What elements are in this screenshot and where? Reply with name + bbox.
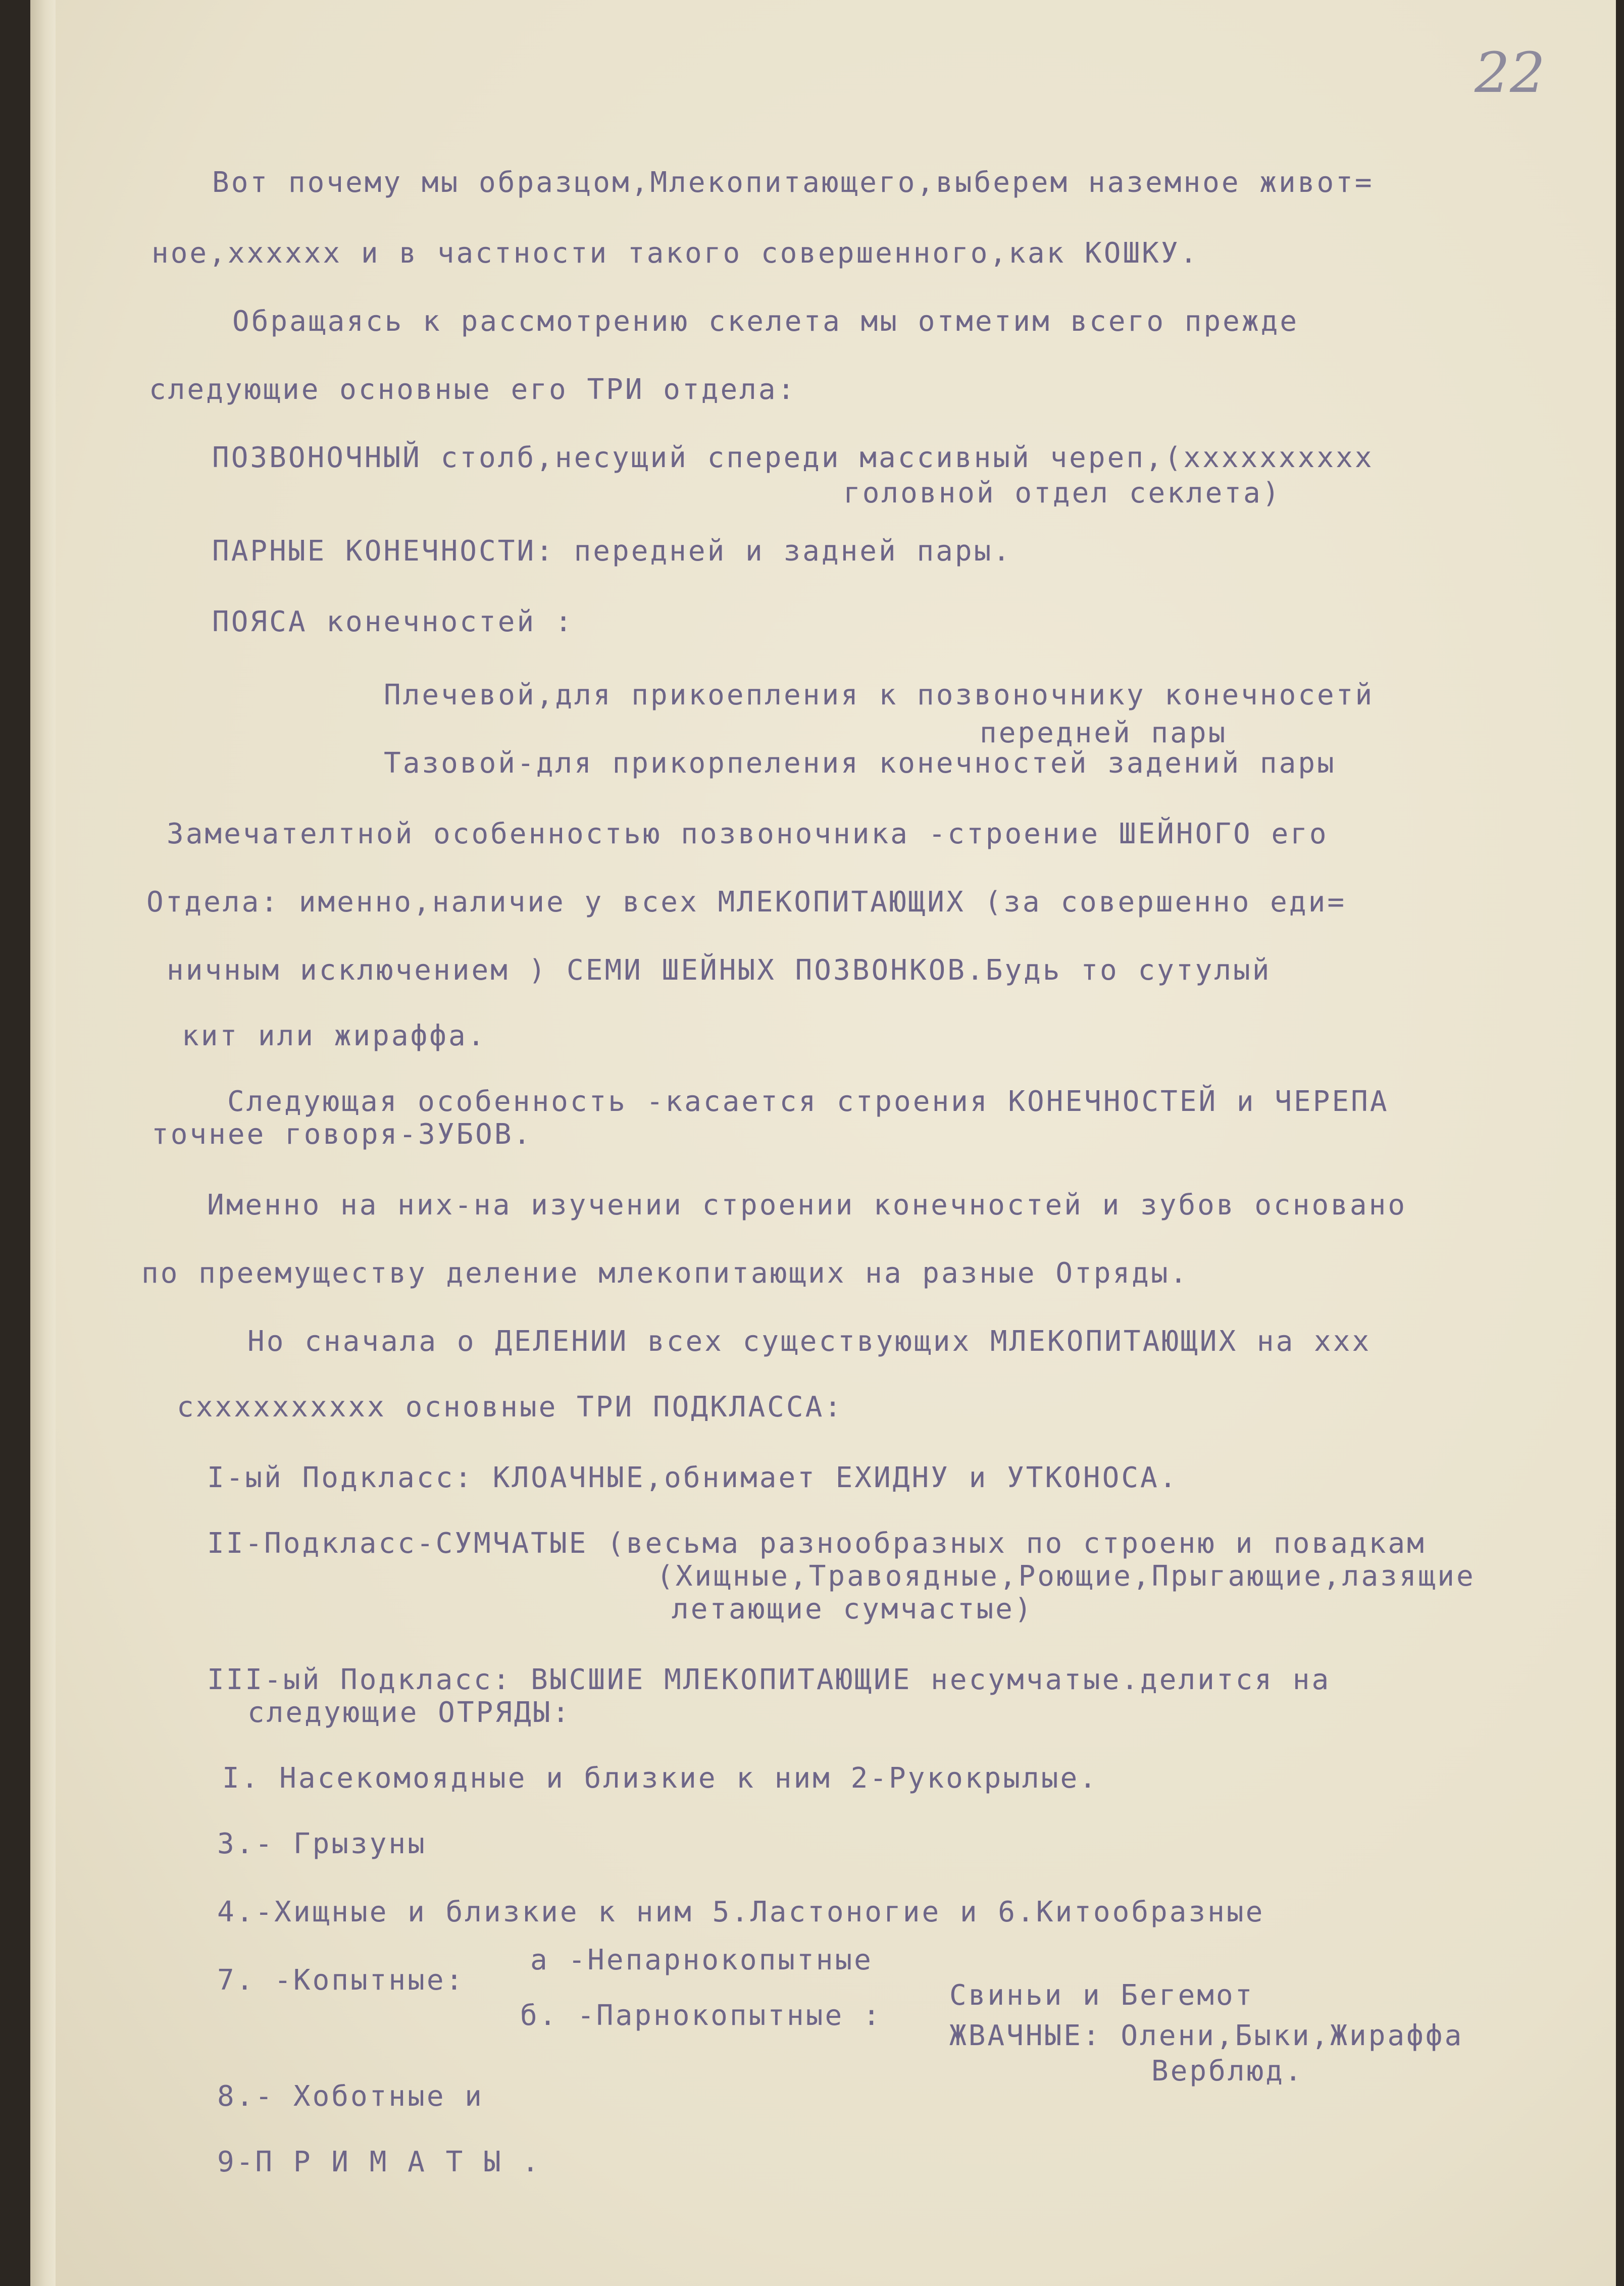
text-line: схххххххххх основные ТРИ ПОДКЛАССА: — [177, 1391, 844, 1424]
text-line: по преемуществу деление млекопитающих на разные Отряды. — [141, 1257, 1189, 1290]
text-line: Именно на них-на изучении строении конечностей и зубов основано — [207, 1189, 1407, 1222]
text-line: ничным исключением ) СЕМИ ШЕЙНЫХ ПОЗВОНКОВ.Будь то сутулый — [167, 954, 1272, 987]
text-line: Верблюд. — [1151, 2055, 1304, 2088]
text-line: Следующая особенность -касается строения КОНЕЧНОСТЕЙ и ЧЕРЕПА — [227, 1085, 1389, 1118]
text-line: 9-П Р И М А Т Ы . — [217, 2146, 541, 2178]
text-line: Плечевой,для прикоепления к позвоночнику конечносетй — [384, 679, 1375, 712]
text-line: ПОЗВОНОЧНЫЙ столб,несущий спереди массивный череп,(хххххххххх — [212, 441, 1374, 474]
text-line: Замечателтной особенностью позвоночника -строение ШЕЙНОГО его — [167, 818, 1329, 850]
text-line: 4.-Хищные и близкие к ним 5.Ластоногие и 6.Китообразные — [217, 1896, 1265, 1928]
text-line: I-ый Подкласс: КЛОАЧНЫЕ,обнимает ЕХИДНУ и УТКОНОСА. — [207, 1461, 1179, 1494]
page-fold-shadow — [30, 0, 56, 2286]
text-line: ПАРНЫЕ КОНЕЧНОСТИ: передней и задней пары. — [212, 535, 1012, 568]
text-line: следующие основные его ТРИ отдела: — [149, 373, 797, 406]
text-line: Тазовой-для прикорпеления конечностей задений пары — [384, 747, 1336, 780]
text-line: II-Подкласс-СУМЧАТЫЕ (весьма разнообразных по строеню и повадкам — [207, 1527, 1426, 1560]
text-line: головной отдел секлета) — [843, 477, 1282, 510]
text-line: Обращаясь к рассмотрению скелета мы отметим всего прежде — [232, 305, 1299, 338]
text-line: (Хищные,Травоядные,Роющие,Прыгающие,лазящие — [656, 1560, 1476, 1593]
text-line: Отдела: именно,наличие у всех МЛЕКОПИТАЮЩИХ (за совершенно еди= — [146, 886, 1347, 919]
text-line: Свиньи и Бегемот — [949, 1979, 1254, 2012]
text-line: ПОЯСА конечностей : — [212, 605, 574, 638]
text-line: а -Непарнокопытные — [530, 1944, 873, 1976]
text-line: 3.- Грызуны — [217, 1827, 427, 1860]
text-line: III-ый Подкласс: ВЫСШИЕ МЛЕКОПИТАЮЩИЕ несумчатые.делится на — [207, 1663, 1331, 1696]
text-line: передней пары — [980, 717, 1228, 749]
text-line: кит или жираффа. — [182, 1020, 487, 1052]
page-number: 22 — [1475, 40, 1545, 105]
text-line: Вот почему мы образцом,Млекопитающего,выберем наземное живот= — [212, 166, 1374, 199]
text-line: ное,хххххх и в частности такого совершенного,как КОШКУ. — [151, 237, 1199, 270]
text-line: следующие ОТРЯДЫ: — [247, 1696, 572, 1729]
text-line: ЖВАЧНЫЕ: Олени,Быки,Жираффа — [949, 2019, 1464, 2052]
text-line: точнее говоря-ЗУБОВ. — [151, 1118, 533, 1151]
text-line: Но сначала о ДЕЛЕНИИ всех существующих МЛЕКОПИТАЮЩИХ на ххх — [247, 1325, 1372, 1358]
text-line: летающие сумчастые) — [672, 1593, 1034, 1625]
text-line: 7. -Копытные: — [217, 1964, 465, 1997]
text-line: б. -Парнокопытные : — [520, 1999, 882, 2032]
text-line: I. Насекомоядные и близкие к ним 2-Рукокрылые. — [222, 1762, 1098, 1795]
text-line: 8.- Хоботные и — [217, 2080, 484, 2113]
